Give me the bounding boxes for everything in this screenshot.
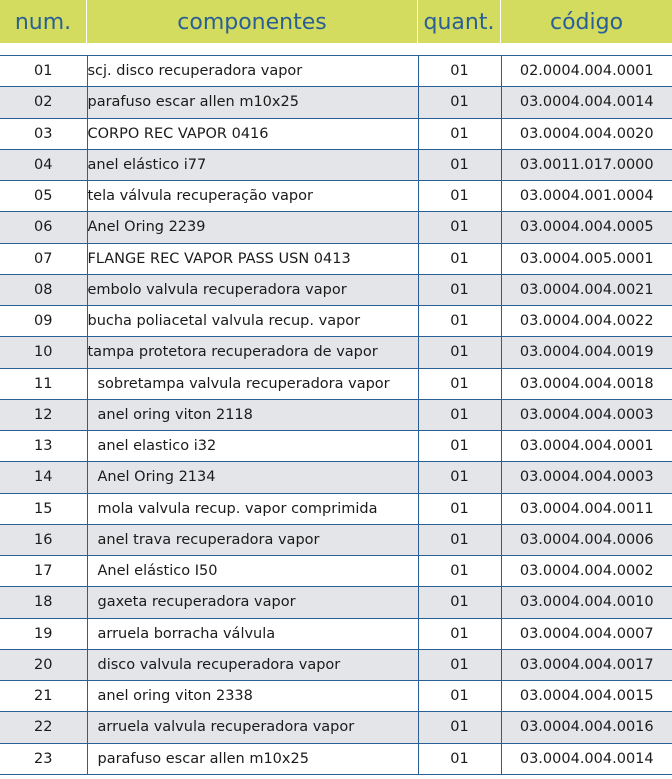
component-name: mola valvula recup. vapor comprimida	[87, 493, 418, 524]
component-name: parafuso escar allen m10x25	[87, 743, 418, 774]
parts-table-body	[0, 56, 672, 775]
component-name: sobretampa valvula recuperadora vapor	[87, 368, 418, 399]
component-code: 03.0004.004.0005	[501, 212, 672, 243]
row-quantity: 01	[418, 181, 501, 212]
row-quantity: 01	[418, 306, 501, 337]
table-header	[0, 0, 672, 43]
table-row	[0, 743, 672, 774]
component-name: parafuso escar allen m10x25	[87, 87, 418, 118]
component-name: anel elástico i77	[87, 149, 418, 180]
component-name: anel oring viton 2338	[87, 681, 418, 712]
row-number: 21	[0, 681, 87, 712]
component-code: 03.0004.004.0016	[501, 712, 672, 743]
table-row	[0, 681, 672, 712]
row-quantity: 01	[418, 118, 501, 149]
component-code: 03.0004.004.0011	[501, 493, 672, 524]
component-name: CORPO REC VAPOR 0416	[87, 118, 418, 149]
component-name: anel elastico i32	[87, 431, 418, 462]
row-number: 12	[0, 399, 87, 430]
component-code: 03.0004.004.0021	[501, 274, 672, 305]
component-name: anel trava recuperadora vapor	[87, 524, 418, 555]
row-number: 14	[0, 462, 87, 493]
table-row	[0, 493, 672, 524]
table-row	[0, 618, 672, 649]
component-name: tela válvula recuperação vapor	[87, 181, 418, 212]
component-code: 03.0004.004.0019	[501, 337, 672, 368]
component-name: arruela borracha válvula	[87, 618, 418, 649]
row-number: 01	[0, 56, 87, 87]
table-row	[0, 587, 672, 618]
row-quantity: 01	[418, 681, 501, 712]
row-number: 08	[0, 274, 87, 305]
row-number: 20	[0, 649, 87, 680]
row-number: 15	[0, 493, 87, 524]
component-name: FLANGE REC VAPOR PASS USN 0413	[87, 243, 418, 274]
component-code: 03.0004.004.0001	[501, 431, 672, 462]
component-code: 03.0004.004.0022	[501, 306, 672, 337]
row-number: 23	[0, 743, 87, 774]
row-number: 07	[0, 243, 87, 274]
table-row	[0, 368, 672, 399]
table-row	[0, 118, 672, 149]
table-row	[0, 712, 672, 743]
row-quantity: 01	[418, 87, 501, 118]
row-number: 04	[0, 149, 87, 180]
component-code: 03.0004.004.0020	[501, 118, 672, 149]
component-code: 03.0004.004.0003	[501, 462, 672, 493]
row-number: 03	[0, 118, 87, 149]
row-quantity: 01	[418, 649, 501, 680]
table-row	[0, 337, 672, 368]
row-number: 17	[0, 556, 87, 587]
component-code: 03.0004.004.0018	[501, 368, 672, 399]
table-row	[0, 431, 672, 462]
component-code: 03.0004.004.0017	[501, 649, 672, 680]
component-name: Anel elástico I50	[87, 556, 418, 587]
row-quantity: 01	[418, 274, 501, 305]
table-row	[0, 243, 672, 274]
header-componentes: componentes	[177, 10, 327, 35]
row-number: 18	[0, 587, 87, 618]
header-codigo: código	[549, 10, 624, 35]
component-name: bucha poliacetal valvula recup. vapor	[87, 306, 418, 337]
row-quantity: 01	[418, 243, 501, 274]
row-number: 11	[0, 368, 87, 399]
row-quantity: 01	[418, 462, 501, 493]
component-code: 03.0004.004.0003	[501, 399, 672, 430]
parts-table	[0, 55, 672, 775]
row-number: 16	[0, 524, 87, 555]
row-number: 02	[0, 87, 87, 118]
row-quantity: 01	[418, 618, 501, 649]
component-code: 03.0004.001.0004	[501, 181, 672, 212]
row-quantity: 01	[418, 493, 501, 524]
row-quantity: 01	[418, 337, 501, 368]
row-quantity: 01	[418, 556, 501, 587]
row-quantity: 01	[418, 431, 501, 462]
component-code: 02.0004.004.0001	[501, 56, 672, 87]
row-number: 13	[0, 431, 87, 462]
header-quant: quant.	[423, 10, 495, 35]
table-row	[0, 306, 672, 337]
component-name: tampa protetora recuperadora de vapor	[87, 337, 418, 368]
component-name: anel oring viton 2118	[87, 399, 418, 430]
component-code: 03.0004.004.0014	[501, 743, 672, 774]
row-quantity: 01	[418, 212, 501, 243]
row-number: 09	[0, 306, 87, 337]
table-row	[0, 56, 672, 87]
row-number: 10	[0, 337, 87, 368]
row-number: 06	[0, 212, 87, 243]
header-num: num.	[14, 10, 72, 35]
table-row	[0, 149, 672, 180]
row-quantity: 01	[418, 712, 501, 743]
component-code: 03.0004.004.0002	[501, 556, 672, 587]
table-row	[0, 462, 672, 493]
row-quantity: 01	[418, 587, 501, 618]
table-row	[0, 556, 672, 587]
table-row	[0, 87, 672, 118]
component-name: scj. disco recuperadora vapor	[87, 56, 418, 87]
table-row	[0, 212, 672, 243]
component-code: 03.0004.004.0006	[501, 524, 672, 555]
component-name: disco valvula recuperadora vapor	[87, 649, 418, 680]
component-code: 03.0004.004.0010	[501, 587, 672, 618]
component-name: Anel Oring 2239	[87, 212, 418, 243]
row-quantity: 01	[418, 368, 501, 399]
row-quantity: 01	[418, 743, 501, 774]
component-code: 03.0004.004.0014	[501, 87, 672, 118]
component-code: 03.0004.005.0001	[501, 243, 672, 274]
row-quantity: 01	[418, 56, 501, 87]
table-row	[0, 399, 672, 430]
table-row	[0, 274, 672, 305]
row-quantity: 01	[418, 399, 501, 430]
component-name: arruela valvula recuperadora vapor	[87, 712, 418, 743]
row-number: 19	[0, 618, 87, 649]
table-row	[0, 181, 672, 212]
component-name: Anel Oring 2134	[87, 462, 418, 493]
row-number: 22	[0, 712, 87, 743]
table-row	[0, 649, 672, 680]
component-name: gaxeta recuperadora vapor	[87, 587, 418, 618]
row-quantity: 01	[418, 149, 501, 180]
component-code: 03.0004.004.0007	[501, 618, 672, 649]
component-name: embolo valvula recuperadora vapor	[87, 274, 418, 305]
table-row	[0, 524, 672, 555]
row-quantity: 01	[418, 524, 501, 555]
row-number: 05	[0, 181, 87, 212]
component-code: 03.0011.017.0000	[501, 149, 672, 180]
component-code: 03.0004.004.0015	[501, 681, 672, 712]
